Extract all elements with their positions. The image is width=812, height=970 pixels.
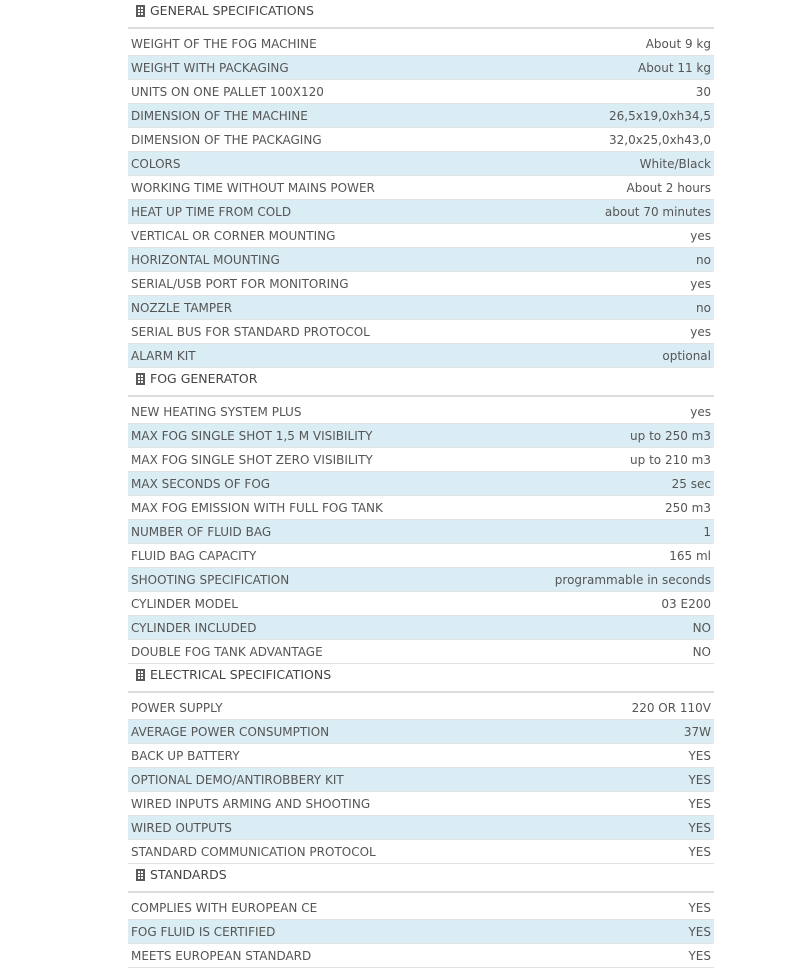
spec-label: MAX FOG SINGLE SHOT 1,5 M VISIBILITY [131,428,373,443]
spec-label: BACK UP BATTERY [131,748,240,763]
spec-row [128,320,714,344]
section-header [128,864,714,893]
spec-value: 250 m3 [664,500,711,515]
spec-row [128,472,714,496]
spec-value: yes [690,324,711,339]
spec-value: 37W [683,724,711,739]
spec-value: YES [688,900,711,915]
spec-value: About 2 hours [626,180,711,195]
spec-row [128,792,714,816]
spec-label: SHOOTING SPECIFICATION [131,572,290,587]
spec-row [128,32,714,56]
building-icon [136,669,145,681]
spec-label: WORKING TIME WITHOUT MAINS POWER [131,180,375,195]
spec-value: optional [662,348,711,363]
spec-label: OPTIONAL DEMO/ANTIROBBERY KIT [131,772,344,787]
spec-label: NUMBER OF FLUID BAG [131,524,272,539]
building-icon [136,869,145,881]
spec-label: AVERAGE POWER CONSUMPTION [131,724,330,739]
spec-row [128,592,714,616]
spec-label: STANDARD COMMUNICATION PROTOCOL [131,844,376,859]
spec-row [128,344,714,368]
spec-section [128,368,714,664]
spec-row [128,568,714,592]
spec-label: SERIAL BUS FOR STANDARD PROTOCOL [131,324,370,339]
spec-value: YES [688,748,711,763]
spec-row [128,768,714,792]
spec-value: YES [688,948,711,963]
spec-value: yes [690,228,711,243]
spec-label: POWER SUPPLY [131,700,223,715]
spec-value: 1 [703,524,711,539]
spec-label: VERTICAL OR CORNER MOUNTING [131,228,336,243]
spec-row [128,496,714,520]
spec-label: WIRED INPUTS ARMING AND SHOOTING [131,796,371,811]
spec-label: HEAT UP TIME FROM COLD [131,204,292,219]
spec-label: DOUBLE FOG TANK ADVANTAGE [131,644,323,659]
spec-value: White/Black [639,156,711,171]
spec-label: FLUID BAG CAPACITY [131,548,257,563]
spec-label: HORIZONTAL MOUNTING [131,252,280,267]
spec-row [128,424,714,448]
spec-value: up to 250 m3 [630,428,711,443]
spec-row [128,80,714,104]
spec-row [128,640,714,664]
spec-row [128,400,714,424]
section-title: STANDARDS [150,867,227,882]
spec-value: 25 sec [671,476,711,491]
spec-row [128,272,714,296]
spec-label: COMPLIES WITH EUROPEAN CE [131,900,318,915]
spec-label: NOZZLE TAMPER [131,300,233,315]
spec-row [128,896,714,920]
spec-label: WEIGHT OF THE FOG MACHINE [131,36,317,51]
spec-value: about 70 minutes [604,204,711,219]
spec-row [128,616,714,640]
spec-row [128,696,714,720]
spec-value: programmable in seconds [554,572,711,587]
spec-value: YES [688,796,711,811]
spec-label: WEIGHT WITH PACKAGING [131,60,289,75]
spec-row [128,104,714,128]
spec-row [128,840,714,864]
spec-value: YES [688,820,711,835]
spec-row [128,944,714,968]
spec-label: CYLINDER MODEL [131,596,238,611]
spec-value: YES [688,844,711,859]
spec-section [128,864,714,968]
spec-value: 165 ml [669,548,711,563]
section-header [128,0,714,29]
spec-row [128,920,714,944]
spec-row [128,520,714,544]
spec-section [128,0,714,368]
spec-label: CYLINDER INCLUDED [131,620,257,635]
spec-label: SERIAL/USB PORT FOR MONITORING [131,276,349,291]
spec-label: WIRED OUTPUTS [131,820,232,835]
section-header [128,664,714,693]
building-icon [136,373,145,385]
spec-row [128,448,714,472]
spec-label: DIMENSION OF THE PACKAGING [131,132,322,147]
spec-value: About 11 kg [638,60,711,75]
spec-value: yes [690,404,711,419]
spec-value: 220 OR 110V [631,700,711,715]
spec-label: DIMENSION OF THE MACHINE [131,108,308,123]
spec-row [128,128,714,152]
spec-value: NO [692,620,711,635]
spec-row [128,176,714,200]
section-title: ELECTRICAL SPECIFICATIONS [150,667,332,682]
spec-label: MAX FOG SINGLE SHOT ZERO VISIBILITY [131,452,373,467]
spec-label: NEW HEATING SYSTEM PLUS [131,404,302,419]
spec-row [128,248,714,272]
spec-row [128,224,714,248]
spec-row [128,200,714,224]
spec-label: FOG FLUID IS CERTIFIED [131,924,276,939]
spec-value: no [696,252,711,267]
spec-row [128,744,714,768]
spec-row [128,816,714,840]
section-header [128,368,714,397]
section-title: FOG GENERATOR [150,371,258,386]
spec-row [128,720,714,744]
spec-section [128,664,714,864]
spec-row [128,56,714,80]
spec-row [128,544,714,568]
spec-value: YES [688,772,711,787]
building-icon [136,5,145,17]
spec-label: UNITS ON ONE PALLET 100X120 [131,84,324,99]
spec-value: YES [688,924,711,939]
spec-value: yes [690,276,711,291]
spec-value: NO [692,644,711,659]
spec-row [128,296,714,320]
spec-value: 32,0x25,0xh43,0 [609,132,711,147]
spec-value: 03 E200 [661,596,711,611]
spec-sheet [128,0,714,968]
spec-row [128,152,714,176]
spec-label: COLORS [131,156,181,171]
spec-value: up to 210 m3 [630,452,711,467]
spec-label: MAX SECONDS OF FOG [131,476,271,491]
spec-value: 26,5x19,0xh34,5 [609,108,711,123]
section-title: GENERAL SPECIFICATIONS [150,3,314,18]
spec-label: MEETS EUROPEAN STANDARD [131,948,312,963]
spec-value: 30 [695,84,711,99]
spec-value: no [696,300,711,315]
spec-label: ALARM KIT [131,348,196,363]
spec-label: MAX FOG EMISSION WITH FULL FOG TANK [131,500,383,515]
spec-value: About 9 kg [645,36,711,51]
